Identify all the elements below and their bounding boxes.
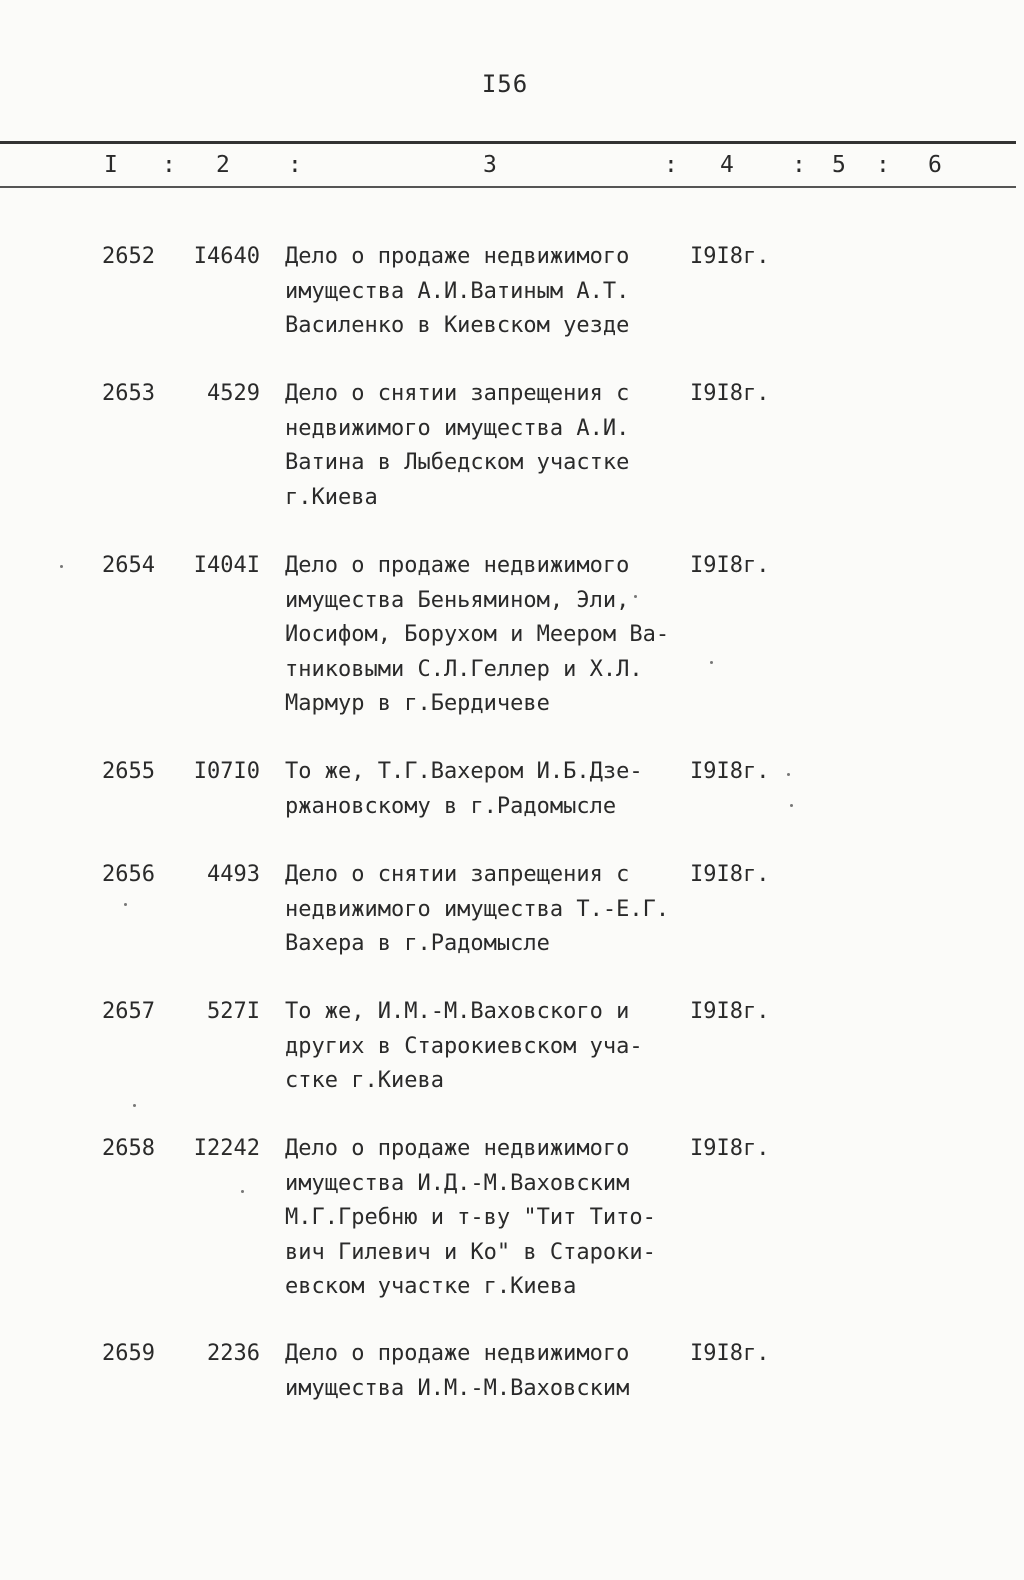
- col-header-6: 6: [928, 152, 942, 178]
- entry-code: 2236: [207, 1341, 260, 1366]
- scan-speck: [60, 565, 63, 568]
- header-rule-bottom: [0, 186, 1016, 188]
- entry-description: Дело о снятии запрещения с недвижимого имущества Т.-Е.Г. Вахера в г.Радомысле: [285, 862, 670, 956]
- scan-speck: [124, 903, 127, 906]
- entry-description: То же, И.М.-М.Ваховского и других в Старокиевском уча- стке г.Киева: [285, 999, 643, 1093]
- entry-year: I9I8г.: [690, 1341, 770, 1366]
- entry-code: I2242: [193, 1136, 260, 1161]
- entry-year: I9I8г.: [690, 244, 770, 269]
- entry-description: Дело о продаже недвижимого имущества Беньямином, Эли, Иосифом, Борухом и Меером Ва- тниковыми С.Л.Геллер и Х.Л. Мармур в г.Бердичеве: [285, 553, 670, 716]
- entry-number: 2652: [102, 244, 155, 269]
- col-header-5: 5: [832, 152, 846, 178]
- entry-code: I4640: [193, 244, 260, 269]
- entry-code: 527I: [207, 999, 260, 1024]
- col-separator: :: [288, 152, 302, 178]
- entry-year: I9I8г.: [690, 759, 770, 784]
- entry-number: 2657: [102, 999, 155, 1024]
- entry-description: Дело о снятии запрещения с недвижимого имущества А.И. Ватина в Лыбедском участке г.Киева: [285, 381, 630, 510]
- entry-description: То же, Т.Г.Вахером И.Б.Дзе- ржановскому в г.Радомысле: [285, 759, 643, 819]
- entry-number: 2658: [102, 1136, 155, 1161]
- entry-year: I9I8г.: [690, 862, 770, 887]
- scan-speck: [634, 595, 637, 598]
- col-header-4: 4: [720, 152, 734, 178]
- entry-description: Дело о продаже недвижимого имущества А.И.Ватиным А.Т. Василенко в Киевском уезде: [285, 244, 630, 338]
- entry-year: I9I8г.: [690, 381, 770, 406]
- entry-number: 2656: [102, 862, 155, 887]
- entry-code: 4493: [207, 862, 260, 887]
- col-header-2: 2: [216, 152, 230, 178]
- entry-number: 2654: [102, 553, 155, 578]
- entry-number: 2653: [102, 381, 155, 406]
- scan-speck: [133, 1104, 136, 1107]
- scan-speck: [710, 661, 713, 664]
- page-number: I56: [481, 70, 529, 98]
- header-rule-top: [0, 141, 1016, 144]
- entry-year: I9I8г.: [690, 999, 770, 1024]
- entry-code: I07I0: [193, 759, 260, 784]
- scan-speck: [787, 773, 790, 776]
- col-separator: :: [792, 152, 806, 178]
- entry-number: 2659: [102, 1341, 155, 1366]
- col-header-3: 3: [483, 152, 497, 178]
- entry-code: I404I: [193, 553, 260, 578]
- entry-year: I9I8г.: [690, 1136, 770, 1161]
- entry-number: 2655: [102, 759, 155, 784]
- entry-description: Дело о продаже недвижимого имущества И.М.-М.Ваховским: [285, 1341, 630, 1401]
- col-header-1: I: [104, 152, 118, 178]
- col-separator: :: [162, 152, 176, 178]
- col-separator: :: [664, 152, 678, 178]
- entry-code: 4529: [207, 381, 260, 406]
- col-separator: :: [876, 152, 890, 178]
- entry-description: Дело о продаже недвижимого имущества И.Д.-М.Ваховским М.Г.Гребню и т-ву "Тит Тито- вич Гилевич и Ко" в Староки- евском участке г.Киева: [285, 1136, 656, 1299]
- entry-year: I9I8г.: [690, 553, 770, 578]
- scan-speck: [790, 804, 793, 807]
- scan-speck: [241, 1190, 244, 1193]
